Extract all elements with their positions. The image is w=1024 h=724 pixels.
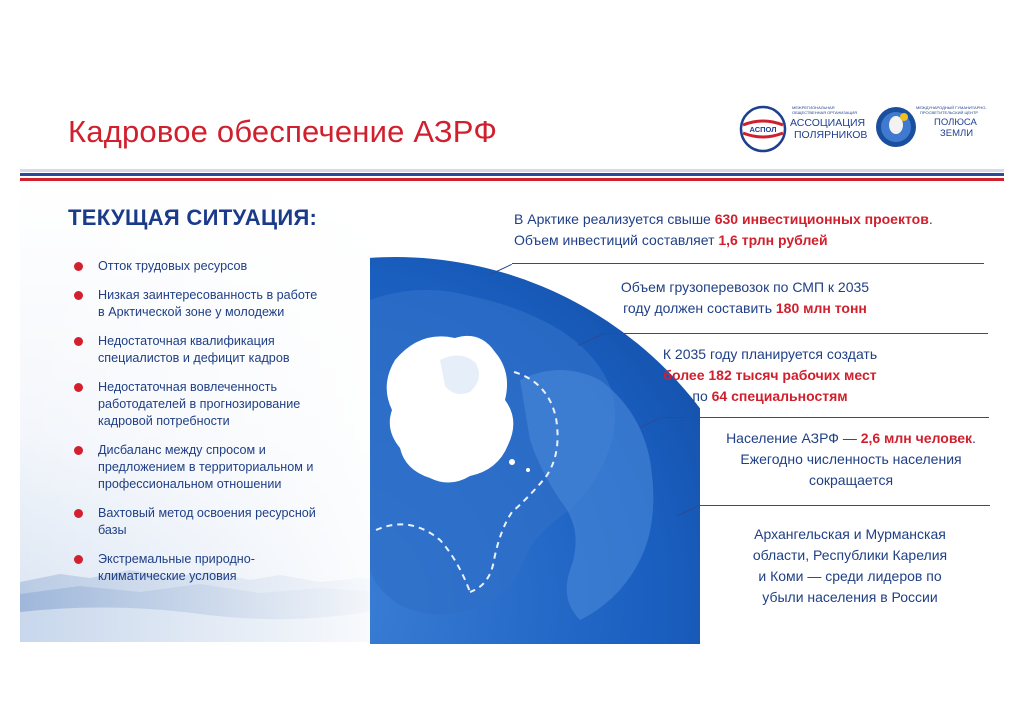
- poles-name-line1: ПОЛЮСА: [934, 117, 977, 128]
- bullet-dot-icon: [74, 291, 83, 300]
- leader-line: [601, 333, 988, 334]
- poles-name-line2: ЗЕМЛИ: [940, 128, 974, 139]
- bullet-dot-icon: [74, 446, 83, 455]
- list-item: Вахтовый метод освоения ресурсной базы: [72, 505, 352, 539]
- bullet-dot-icon: [74, 383, 83, 392]
- bullet-dot-icon: [74, 509, 83, 518]
- list-item: Дисбаланс между спросом и предложением в территориальном и профессиональном отношении: [72, 442, 352, 493]
- bullet-dot-icon: [74, 262, 83, 271]
- list-item: Экстремальные природно- климатические условия: [72, 551, 352, 585]
- situation-heading: ТЕКУЩАЯ СИТУАЦИЯ:: [68, 205, 318, 230]
- leader-line: [660, 417, 989, 418]
- bullet-dot-icon: [74, 337, 83, 346]
- situation-list: [72, 258, 352, 585]
- poles-subtitle: МЕЖДУНАРОДНЫЙ ГУМАНИТАРНО-: [916, 105, 987, 110]
- bullet-dot-icon: [74, 555, 83, 564]
- aspol-subtitle: МЕЖРЕГИОНАЛЬНАЯ: [792, 105, 835, 110]
- list-item: Недостаточная квалификация специалистов и дефицит кадров: [72, 333, 352, 367]
- aspol-ring-text: АСПОЛ: [749, 125, 777, 134]
- poles-subtitle-2: ПРОСВЕТИТЕЛЬСКИЙ ЦЕНТР: [920, 110, 979, 115]
- leader-line: [512, 263, 984, 264]
- aspol-name-line1: АССОЦИАЦИЯ: [790, 117, 866, 129]
- fact-cargo: Объем грузоперевозок по СМП к 2035 году должен составить 180 млн тонн: [620, 279, 870, 316]
- fact-population: Население АЗРФ — 2,6 млн человек. Ежегодно численность населения сокращается: [726, 430, 976, 488]
- fact-investments: В Арктике реализуется свыше 630 инвестиционных проектов. Объем инвестиций составляет 1,6 трлн рублей: [514, 211, 933, 248]
- fact-jobs: К 2035 году планируется создать более 182 тысяч рабочих мест по 64 специальностям: [662, 346, 878, 404]
- list-item: Отток трудовых ресурсов: [72, 258, 352, 275]
- list-item: Низкая заинтересованность в работе в Арктической зоне у молодежи: [72, 287, 352, 321]
- aspol-subtitle-2: ОБЩЕСТВЕННАЯ ОРГАНИЗАЦИЯ: [792, 110, 858, 115]
- list-item: Недостаточная вовлеченность работодателей в прогнозирование кадровой потребности: [72, 379, 352, 430]
- fact-regions: Архангельская и Мурманская области, Республики Карелия и Коми — среди лидеров по убыли населения в России: [752, 526, 948, 605]
- aspol-name-line2: ПОЛЯРНИКОВ: [794, 129, 868, 141]
- leader-line: [698, 505, 990, 506]
- page-title: Кадровое обеспечение АЗРФ: [68, 114, 498, 149]
